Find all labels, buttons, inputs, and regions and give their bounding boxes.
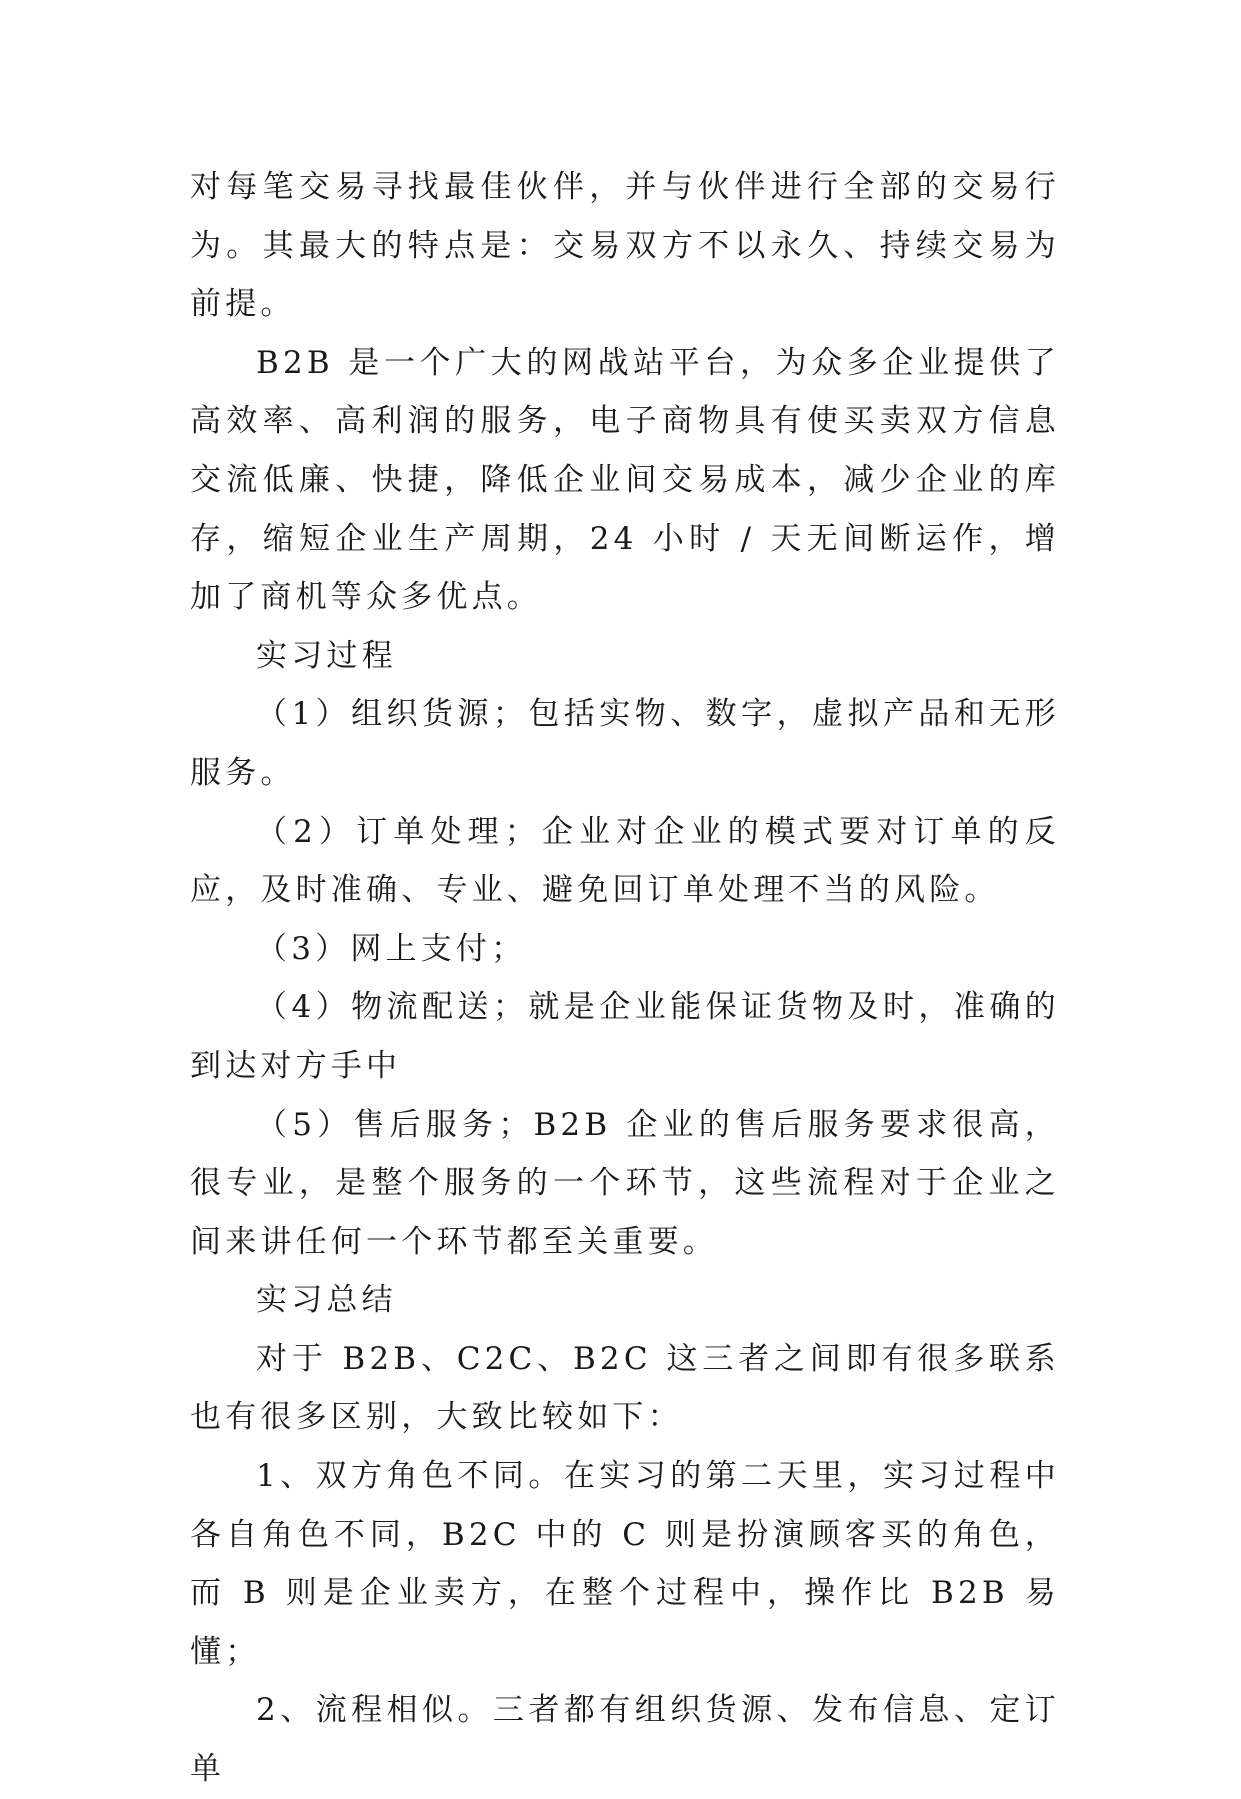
paragraph-step-1: （1）组织货源；包括实物、数字，虚拟产品和无形服务。 [190,696,1060,791]
paragraph-step-4: （4）物流配送；就是企业能保证货物及时，准确的到达对方手中 [190,989,1060,1084]
paragraph-step-5: （5）售后服务；B2B 企业的售后服务要求很高，很专业，是整个服务的一个环节，这些流程对于企业之间来讲任何一个环节都至关重要。 [190,1106,1060,1260]
paragraph-comparison-intro: 对于 B2B、C2C、B2C 这三者之间即有很多联系也有很多区别，大致比较如下： [190,1340,1060,1436]
section-heading-internship-summary: 实习总结 [256,1282,397,1319]
paragraph-point-2: 2、流程相似。三者都有组织货源、发布信息、定订单 [190,1692,1060,1788]
paragraph-b2b-overview: B2B 是一个广大的网战站平台，为众多企业提供了高效率、高利润的服务，电子商物具有使买卖双方信息交流低廉、快捷，降低企业间交易成本，减少企业的库存，缩短企业生产周期，24 小时 / 天无间断运作，增加了商机等众多优点。 [190,344,1060,616]
paragraph-step-3: （3）网上支付； [256,930,527,967]
section-heading-internship-process: 实习过程 [256,637,397,674]
paragraph-step-2: （2）订单处理；企业对企业的模式要对订单的反应，及时准确、专业、避免回订单处理不当的风险。 [190,813,1060,909]
paragraph-intro-continued: 对每笔交易寻找最佳伙伴，并与伙伴进行全部的交易行为。其最大的特点是：交易双方不以永久、持续交易为前提。 [190,169,1060,323]
document-body [190,158,1060,1799]
paragraph-point-1: 1、双方角色不同。在实习的第二天里，实习过程中各自角色不同，B2C 中的 C 则是扮演顾客买的角色，而 B 则是企业卖方，在整个过程中，操作比 B2B 易懂； [190,1458,1060,1670]
